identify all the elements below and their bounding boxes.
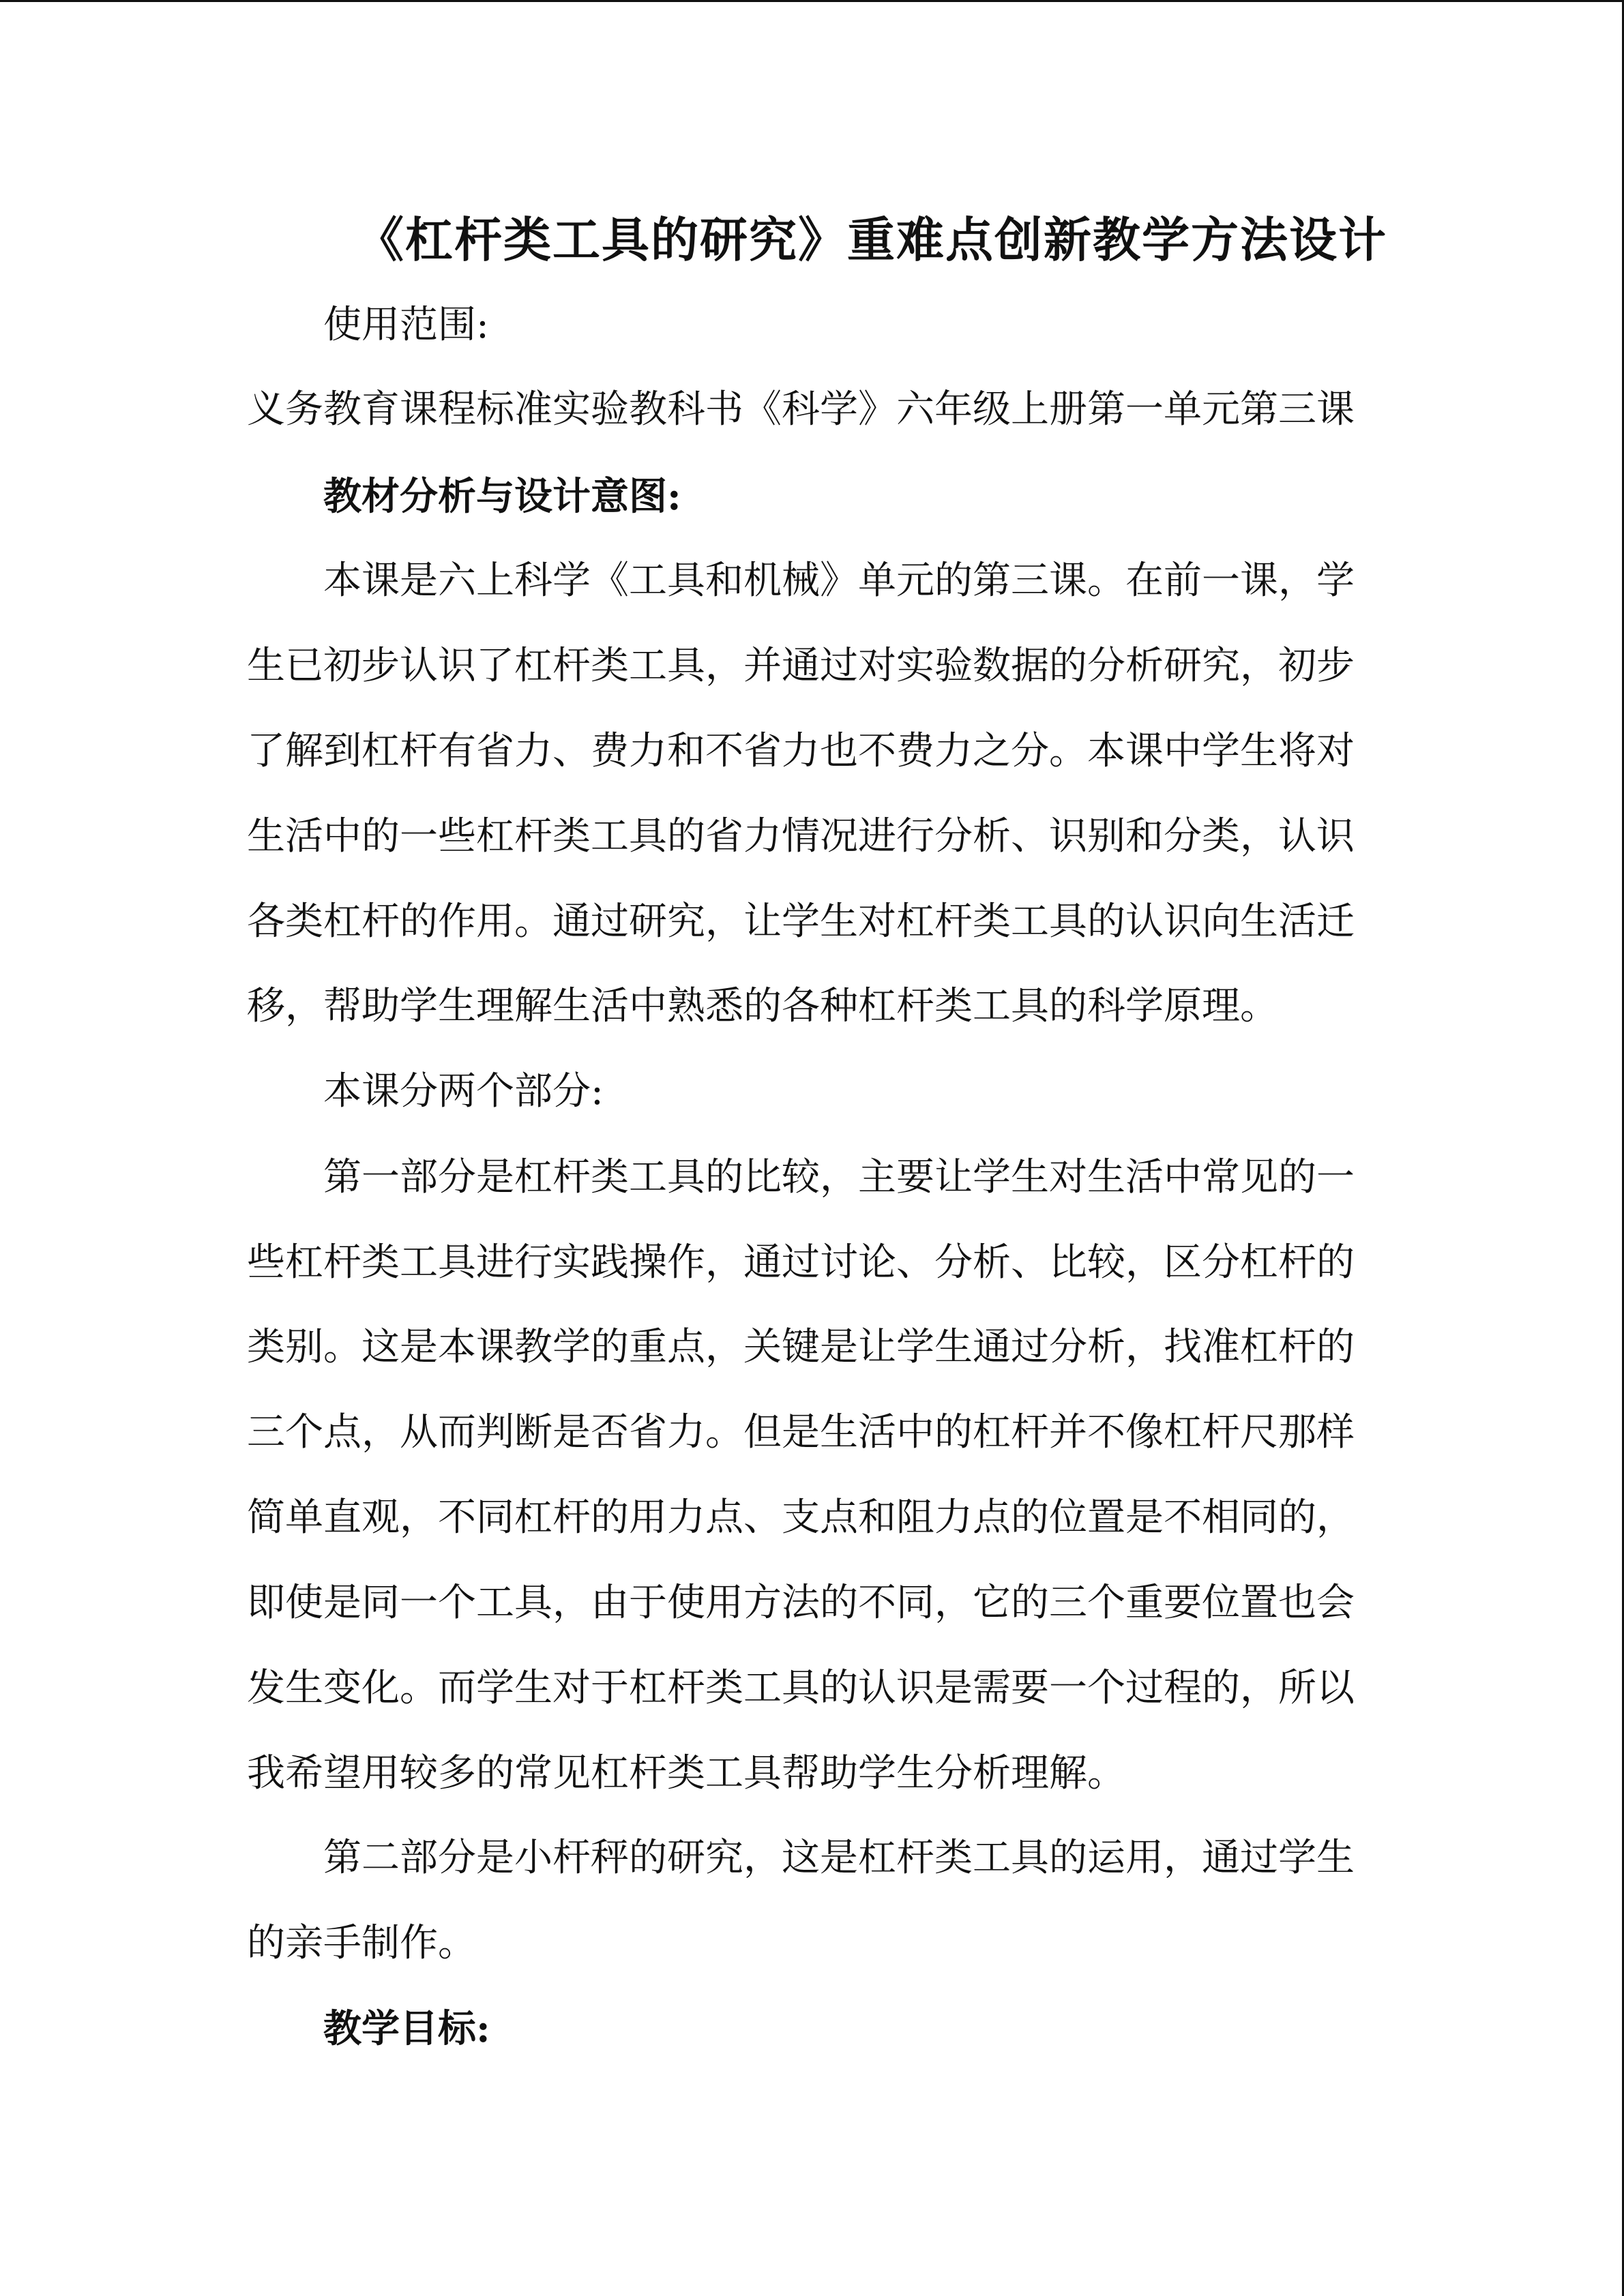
paragraph-line: 各类杠杆的作用。通过研究，让学生对杠杆类工具的认识向生活迁 [247,899,1355,944]
analysis-heading: 教材分析与设计意图: [323,474,681,519]
paragraph-line: 本课是六上科学《工具和机械》单元的第三课。在前一课，学 [323,558,1355,603]
paragraph-line: 第一部分是杠杆类工具的比较，主要让学生对生活中常见的一 [323,1155,1355,1199]
paragraph-line: 三个点，从而判断是否省力。但是生活中的杠杆并不像杠杆尺那样 [247,1410,1355,1455]
paragraph-line: 生已初步认识了杠杆类工具，并通过对实验数据的分析研究，初步 [247,644,1355,688]
scope-heading: 使用范围: [323,303,489,347]
paragraph-line: 我希望用较多的常见杠杆类工具帮助学生分析理解。 [247,1751,1125,1795]
paragraph-line: 简单直观，不同杠杆的用力点、支点和阻力点的位置是不相同的， [247,1495,1355,1540]
paragraph-line: 发生变化。而学生对于杠杆类工具的认识是需要一个过程的，所以 [247,1666,1355,1710]
paragraph-line: 的亲手制作。 [247,1921,476,1965]
paragraph-line: 本课分两个部分: [323,1069,604,1114]
paragraph-line: 些杠杆类工具进行实践操作，通过讨论、分析、比较，区分杠杆的 [247,1240,1355,1285]
paragraph-line: 第二部分是小杆秤的研究，这是杠杆类工具的运用，通过学生 [323,1836,1355,1880]
paragraph-line: 了解到杠杆有省力、费力和不省力也不费力之分。本课中学生将对 [247,729,1355,773]
scope-text: 义务教育课程标准实验教科书《科学》六年级上册第一单元第三课 [247,387,1355,432]
objectives-heading: 教学目标: [323,2006,490,2051]
paragraph-line: 移，帮助学生理解生活中熟悉的各种杠杆类工具的科学原理。 [247,984,1278,1028]
paragraph-line: 生活中的一些杠杆类工具的省力情况进行分析、识别和分类，认识 [247,814,1355,859]
paragraph-line: 即使是同一个工具，由于使用方法的不同，它的三个重要位置也会 [247,1581,1355,1625]
document-title: 《杠杆类工具的研究》重难点创新教学方法设计 [356,211,1387,268]
paragraph-line: 类别。这是本课教学的重点，关键是让学生通过分析，找准杠杆的 [247,1325,1355,1369]
